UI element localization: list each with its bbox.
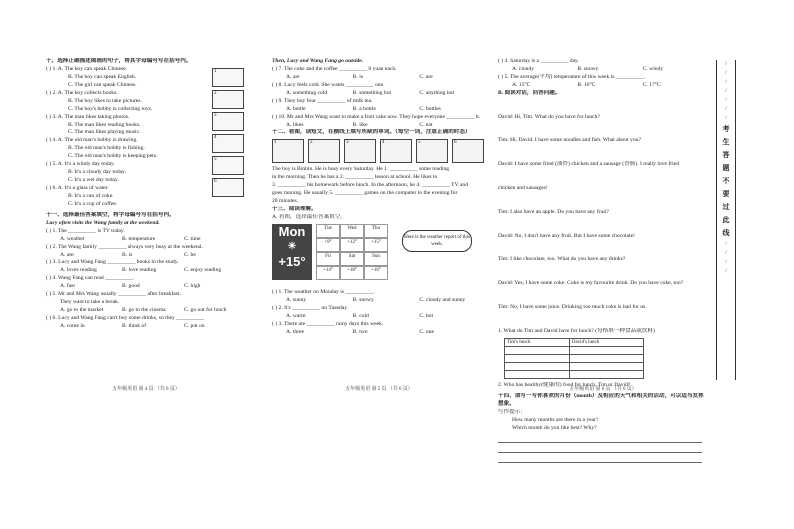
- reading-item: ( ) 1. The weather on Monday is __________. A. sunny B. snowy C. cloudy and sunny: [272, 288, 466, 303]
- binding-char: 不: [722, 177, 730, 185]
- writing-line[interactable]: [498, 433, 702, 443]
- s11-item: ( ) 2. The Wang family __________ always very busy at the weekend. A. am B. is C. be: [46, 243, 203, 258]
- strip-picture-1: 1: [272, 139, 304, 163]
- p5-item: ( ) 9. They buy four __________ of milk tea. A. bottle B. a bottle C. bottles: [272, 97, 441, 112]
- section-14-title: 十四、请写一写你喜欢的月份（month）及相应的天气和相关的活动，可以适当发挥想象。: [498, 392, 704, 407]
- table-cell[interactable]: [569, 354, 643, 362]
- s12-text-line: in the morning. Then he has a 2. __________ lesson at school. He likes to: [272, 174, 438, 181]
- s11-item: ( ) 1. The __________ is TV today. A. weather B. temperature C. time: [46, 227, 201, 242]
- reading-item: ( ) 3. There are __________ rainy days this week. A. three B. two C. one: [272, 320, 434, 335]
- section-13-title: 十三、阅读理解。: [272, 206, 317, 213]
- writing-hint: 写作提示：: [498, 408, 526, 415]
- slash-mark: /: [725, 260, 727, 265]
- binding-char: 答: [722, 151, 730, 159]
- s10-item: ( ) 4. A. The old man's hobby is drawing. B. The old man's hobby is fishing. C. The old man's hobby is keeping pets.: [46, 137, 158, 160]
- exam-page-5: [272, 58, 486, 393]
- binding-margin: [716, 60, 736, 380]
- writing-prompt: Which month do you like best? Why?: [512, 424, 597, 431]
- slash-mark: /: [725, 251, 727, 256]
- question-1: 1. What do Tim and David have for lunch? (每格填一种食品或饮料): [498, 327, 655, 334]
- table-cell[interactable]: [569, 346, 643, 354]
- binding-char: 题: [722, 164, 730, 172]
- picture-5: 5: [212, 156, 244, 175]
- reading-item: ( ) 2. It's __________ on Tuesday. A. warm B. cold C. hot: [272, 304, 434, 319]
- picture-2: 2: [212, 90, 244, 109]
- writing-prompt: How many months are there in a year?: [512, 416, 599, 423]
- monday-card: Mon ☀ +15°: [272, 224, 312, 280]
- s11-item: ( ) 5. Mr and Mrs Wang usually __________ after breakfast. They want to take a break. A. go to the market B. go to the cinema C. go out for lunch: [46, 291, 227, 314]
- picture-1: 1: [212, 68, 244, 87]
- section-11-story: Lucy often visits the Wang family at the weekend.: [46, 219, 160, 226]
- binding-char: 过: [722, 203, 730, 211]
- page-footer: 五年级英语 第 6 页 （共 6 页）: [569, 386, 637, 392]
- table-cell[interactable]: [505, 370, 570, 378]
- slash-mark: /: [725, 89, 727, 94]
- slash-mark: /: [725, 71, 727, 76]
- s10-item: ( ) 5. A. It's a windy day today. B. It's a cloudy day today. C. It's a wet day today.: [46, 161, 126, 184]
- writing-line[interactable]: [498, 453, 702, 463]
- question-2: 2. Who has healthy(健康的) food for lunch, Tim or David?: [498, 381, 631, 388]
- strip-picture-6: 6: [452, 139, 484, 163]
- p5-item: ( ) 8. Lucy feels cold. She wants __________ one. A. something cold B. something hot C. anything hot: [272, 81, 454, 96]
- s10-item: ( ) 1. A. The boy can speak Chinese. B. The boy can speak English. C. The girl can speak Chinese.: [46, 65, 137, 88]
- binding-char: 考: [722, 125, 730, 133]
- slash-mark: /: [725, 116, 727, 121]
- weather-report: [272, 224, 486, 286]
- binding-char: 要: [722, 190, 730, 198]
- table-cell[interactable]: [569, 362, 643, 370]
- strip-picture-3: 3: [344, 139, 376, 163]
- writing-line[interactable]: [498, 443, 702, 453]
- binding-char: 生: [722, 138, 730, 146]
- slash-mark: /: [725, 107, 727, 112]
- s12-text-line: goes running. He usually 5. __________ games on the computer in the evening for: [272, 190, 458, 197]
- s11-item: ( ) 3. Lucy and Wang Fang __________ books in the study. A. loves reading B. love reading C. enjoy reading: [46, 259, 222, 274]
- binding-char: 线: [722, 229, 730, 237]
- exam-page-6: [498, 58, 708, 431]
- dialogue: David: Hi, Tim. What do you have for lunch? Tim: Hi, David. I have some noodles and fish. What about you? David: I have some fried (油炸) chicken and a sausage (香肠). I really love fried chicken and sausages! Tim: I also have an apple. Do you have any fruit? David: No, I don't have any fruit. But I have some chocolate! Tim: I like chocolate, too. What do you have any drinks? David: Yes, I have some coke. Coke is my favourite drink. Do you have coke, too? Tim: No, I have some juice. Drinking too much coke is bad for us.: [498, 113, 684, 311]
- speech-bubble: Here is the weather report of this week.: [402, 230, 472, 252]
- s11-item: ( ) 4. Wang Fang can read __________. A. fast B. good C. high: [46, 275, 201, 290]
- section-13-subtitle: A. 看图，选择最佳答案填空。: [272, 214, 346, 220]
- table-cell[interactable]: [505, 362, 570, 370]
- s10-item: ( ) 6. A. It's a glass of water. B. It's a can of coke. C. It's a cup of coffee.: [46, 185, 118, 207]
- p6-item: ( ) 5. The average(平均) temperature of this week is __________. A. 15°C B. 16°C C. 17°C: [498, 73, 661, 88]
- slash-mark: /: [725, 242, 727, 247]
- s10-item: ( ) 2. A. The boy collects books. B. The boy likes to take pictures. C. The boy's hobby is collecting toys.: [46, 89, 153, 112]
- picture-column: [212, 68, 246, 200]
- slash-mark: /: [725, 80, 727, 85]
- table-cell[interactable]: [505, 354, 570, 362]
- strip-picture-4: 4: [380, 139, 412, 163]
- s12-text-line: 3. __________ his homework before lunch. In the afternoon, he 4. __________ TV and: [272, 182, 469, 189]
- table-header: Tim's lunch: [505, 338, 570, 346]
- section-12-title: 十二、看图，读短文，在横线上填写所缺的单词。（每空一词，注意正确的时态）: [272, 129, 471, 136]
- page-footer: 五年级英语 第 5 页 （共 6 页）: [345, 386, 413, 392]
- picture-6: 6: [212, 178, 244, 197]
- lunch-table: [504, 338, 644, 379]
- binding-char: 此: [722, 216, 730, 224]
- table-cell[interactable]: [569, 370, 643, 378]
- strip-picture-2: 2: [308, 139, 340, 163]
- s12-text-line: The boy is Binbin. He is busy every Saturday. He 1. __________ some reading: [272, 166, 450, 173]
- section-10-title: 十、选择正确描述图画的句子，将其字母编号写在括号内。: [46, 58, 192, 64]
- p5-item: ( ) 10. Mr and Mrs Wang want to make a fruit cake now. They hope everyone __________ it. A. likes B. like C. eat: [272, 113, 481, 128]
- p5-item: ( ) 7. The coke and the coffee __________ 8 yuan each. A. are B. is C. are: [272, 65, 433, 80]
- page5-header: Then, Lucy and Wang Fang go outside.: [272, 58, 364, 64]
- s10-item: ( ) 3. A. The man likes taking photos. B. The man likes reading books. C. The man likes playing music.: [46, 113, 141, 136]
- sun-cloud-icon: ☀: [287, 240, 297, 252]
- s11-item: ( ) 6. Lucy and Wang Fang can't buy some drinks, so they __________ A. come in B. think of C. put on: [46, 315, 205, 329]
- picture-strip: [272, 139, 486, 163]
- s12-text-line: 20 minutes.: [272, 198, 299, 205]
- section-b-title: B. 阅读对话，回答问题。: [498, 89, 561, 96]
- table-header: David's lunch: [569, 338, 643, 346]
- section-11-title: 十一、选择最佳答案填空，将字母编号写在括号内。: [46, 211, 175, 218]
- slash-mark: /: [725, 269, 727, 274]
- page-footer: 五年级英语 第 4 页 （共 6 页）: [112, 386, 180, 392]
- exam-page-4: [46, 58, 246, 393]
- table-cell[interactable]: [505, 346, 570, 354]
- slash-mark: /: [725, 62, 727, 67]
- strip-picture-5: 5: [416, 139, 448, 163]
- slash-mark: /: [725, 98, 727, 103]
- p6-item: ( ) 4. Saturday is a __________ day. A. cloudy B. snowy C. windy: [498, 58, 664, 72]
- week-weather-grid: Tue Wed Thu +9° +12° +15° Fri Sat Sun +14° +18° +16°: [316, 224, 388, 280]
- picture-3: 3: [212, 112, 244, 131]
- picture-4: 4: [212, 134, 244, 153]
